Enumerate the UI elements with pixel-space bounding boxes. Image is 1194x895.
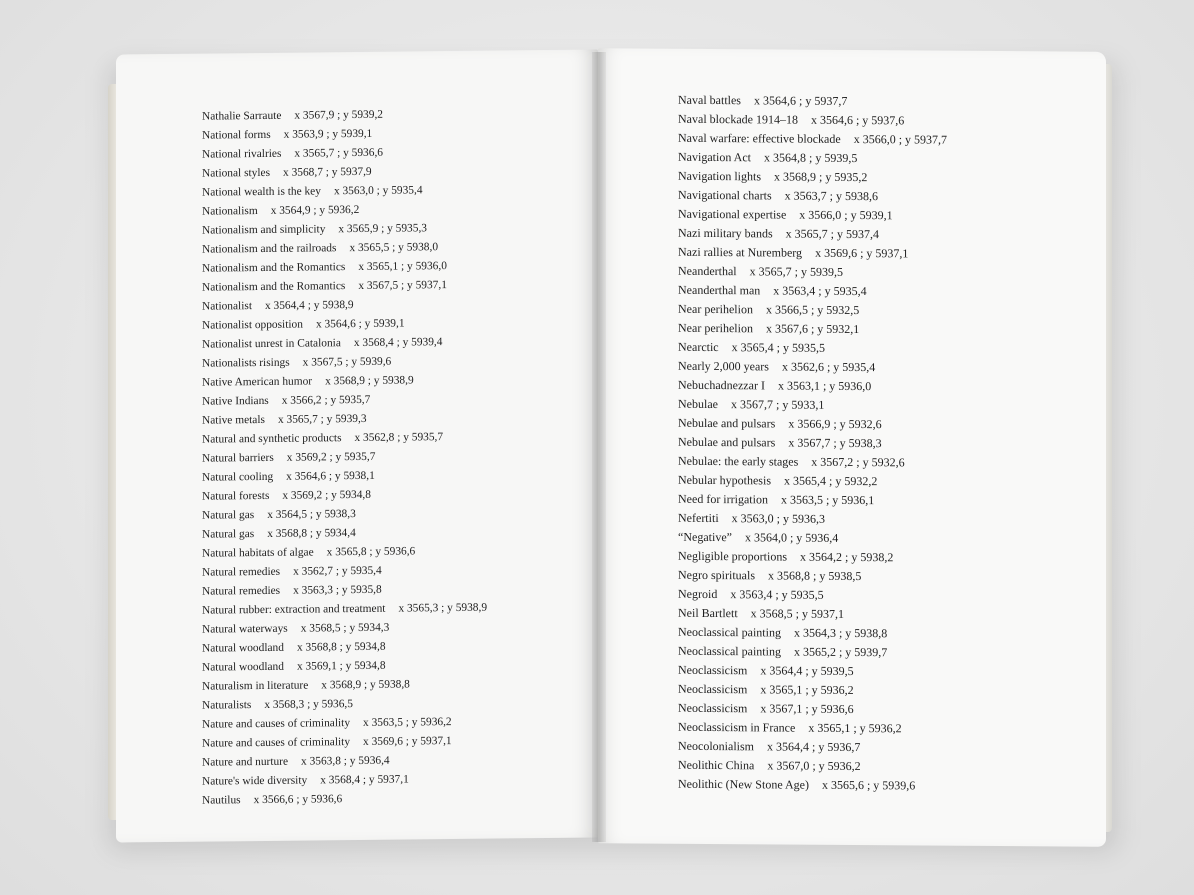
- entry-term: Naval blockade 1914–18: [678, 111, 798, 127]
- entry-term: National rivalries: [202, 147, 282, 161]
- entry-term: Natural remedies: [202, 565, 281, 579]
- index-entry: [678, 433, 947, 454]
- entry-term: Natural cooling: [202, 470, 274, 484]
- entry-term: Nature's wide diversity: [202, 774, 308, 788]
- entry-coordinates: x 3567,7 ; y 5938,3: [788, 435, 882, 451]
- entry-term: Naval warfare: effective blockade: [678, 130, 841, 146]
- index-entry: [678, 205, 947, 226]
- entry-coordinates: x 3563,9 ; y 5939,1: [283, 127, 373, 141]
- index-entry: [678, 547, 947, 568]
- entry-coordinates: x 3565,2 ; y 5939,7: [793, 644, 888, 660]
- entry-term: Neanderthal: [678, 263, 737, 279]
- show-through-text: [514, 102, 594, 103]
- entry-term: Neoclassical painting: [678, 643, 781, 659]
- right-index-list: [678, 91, 947, 796]
- index-entry: [678, 319, 947, 340]
- entry-coordinates: x 3563,4 ; y 5935,4: [773, 283, 867, 299]
- entry-coordinates: x 3568,8 ; y 5938,5: [768, 568, 862, 584]
- entry-coordinates: x 3564,2 ; y 5938,2: [799, 549, 894, 565]
- index-entry: [678, 566, 947, 587]
- entry-coordinates: x 3569,2 ; y 5934,8: [282, 488, 371, 502]
- entry-coordinates: x 3569,6 ; y 5937,1: [815, 245, 909, 261]
- entry-coordinates: x 3565,1 ; y 5936,2: [808, 720, 902, 736]
- entry-coordinates: x 3564,6 ; y 5939,1: [315, 317, 405, 331]
- index-entry: [678, 490, 947, 511]
- index-entry: [678, 262, 947, 283]
- entry-term: National styles: [202, 166, 271, 180]
- entry-term: Neoclassicism: [678, 662, 748, 678]
- index-entry: [678, 224, 947, 245]
- entry-term: Nazi rallies at Nuremberg: [678, 244, 803, 260]
- entry-coordinates: x 3564,6 ; y 5937,6: [810, 112, 905, 128]
- index-entry: [678, 471, 947, 492]
- index-entry: [678, 509, 947, 530]
- entry-coordinates: x 3564,6 ; y 5938,1: [286, 469, 375, 483]
- entry-term: Near perihelion: [678, 320, 753, 336]
- entry-coordinates: x 3568,4 ; y 5937,1: [320, 773, 409, 787]
- entry-coordinates: x 3563,5 ; y 5936,2: [363, 716, 452, 729]
- entry-term: Nationalism and the Romantics: [202, 280, 346, 294]
- entry-term: Need for irrigation: [678, 491, 768, 507]
- entry-term: Neolithic (New Stone Age): [678, 776, 809, 792]
- index-entry: [678, 148, 947, 169]
- entry-term: Naturalism in literature: [202, 679, 309, 693]
- entry-coordinates: x 3564,9 ; y 5936,2: [270, 203, 360, 217]
- index-entry: [678, 699, 947, 720]
- entry-coordinates: x 3567,9 ; y 5939,2: [294, 108, 383, 122]
- index-entry: [202, 276, 487, 298]
- entry-coordinates: x 3563,0 ; y 5936,3: [731, 511, 825, 526]
- entry-term: Nautilus: [202, 794, 241, 807]
- index-entry: [202, 599, 487, 621]
- entry-term: Nebular hypothesis: [678, 472, 771, 488]
- entry-coordinates: x 3565,4 ; y 5932,2: [783, 473, 878, 489]
- entry-term: Nebulae and pulsars: [678, 415, 776, 431]
- entry-term: Neil Bartlett: [678, 605, 738, 621]
- index-entry: [678, 642, 947, 663]
- entry-coordinates: x 3563,7 ; y 5938,6: [784, 188, 878, 204]
- entry-term: Navigational charts: [678, 187, 772, 203]
- index-entry: [678, 110, 947, 131]
- entry-coordinates: x 3565,1 ; y 5936,2: [760, 682, 854, 698]
- entry-term: Nationalist unrest in Catalonia: [202, 337, 341, 351]
- entry-term: Natural woodland: [202, 660, 284, 674]
- index-entry: [678, 300, 947, 321]
- entry-term: Nature and nurture: [202, 755, 289, 769]
- entry-term: Neocolonialism: [678, 738, 754, 754]
- show-through-text: [978, 89, 1098, 90]
- entry-term: Neoclassicism: [678, 681, 748, 697]
- entry-term: Nationalism and simplicity: [202, 223, 326, 237]
- entry-term: Negligible proportions: [678, 548, 787, 564]
- entry-coordinates: x 3564,0 ; y 5936,4: [744, 530, 839, 545]
- entry-coordinates: x 3567,6 ; y 5932,1: [765, 321, 860, 337]
- entry-term: Natural gas: [202, 509, 255, 522]
- entry-term: Neolithic China: [678, 757, 755, 773]
- entry-coordinates: x 3566,5 ; y 5932,5: [765, 302, 860, 318]
- left-index-list: [202, 105, 487, 811]
- entry-term: National wealth is the key: [202, 185, 321, 199]
- entry-term: Nebulae and pulsars: [678, 434, 776, 450]
- entry-term: Native Indians: [202, 394, 269, 408]
- entry-coordinates: x 3563,1 ; y 5936,0: [777, 378, 872, 394]
- entry-coordinates: x 3567,0 ; y 5936,2: [767, 758, 861, 774]
- entry-term: Near perihelion: [678, 301, 753, 317]
- entry-term: Naval battles: [678, 92, 741, 108]
- entry-coordinates: x 3566,2 ; y 5935,7: [281, 393, 371, 407]
- entry-term: “Negative”: [678, 529, 732, 545]
- entry-coordinates: x 3563,5 ; y 5936,1: [780, 492, 875, 508]
- index-entry: [678, 186, 947, 207]
- entry-term: Naturalists: [202, 699, 252, 712]
- entry-coordinates: x 3565,4 ; y 5935,5: [731, 340, 825, 355]
- entry-term: Nationalism and the railroads: [202, 242, 337, 256]
- entry-term: Nature and causes of criminality: [202, 717, 351, 731]
- entry-coordinates: x 3566,0 ; y 5937,7: [853, 132, 948, 147]
- right-page: [598, 48, 1106, 847]
- entry-term: Nature and causes of criminality: [202, 736, 351, 750]
- entry-term: Nazi military bands: [678, 225, 773, 241]
- entry-term: Nationalism: [202, 205, 258, 218]
- entry-term: Neoclassical painting: [678, 624, 781, 640]
- index-entry: [678, 357, 947, 378]
- entry-coordinates: x 3563,8 ; y 5936,4: [301, 754, 390, 768]
- entry-term: National forms: [202, 128, 271, 142]
- entry-coordinates: x 3564,4 ; y 5936,7: [766, 739, 861, 755]
- entry-term: Natural barriers: [202, 451, 274, 465]
- entry-coordinates: x 3564,5 ; y 5938,3: [267, 508, 356, 521]
- entry-term: Negro spirituals: [678, 567, 755, 583]
- entry-coordinates: x 3564,8 ; y 5939,5: [763, 150, 858, 166]
- entry-coordinates: x 3563,0 ; y 5935,4: [333, 184, 423, 198]
- entry-coordinates: x 3567,7 ; y 5933,1: [730, 397, 825, 412]
- entry-term: Nearctic: [678, 339, 719, 355]
- index-entry: [202, 789, 487, 811]
- entry-term: Navigation Act: [678, 149, 751, 165]
- entry-coordinates: x 3569,6 ; y 5937,1: [363, 735, 452, 748]
- entry-coordinates: x 3565,3 ; y 5938,9: [398, 601, 488, 615]
- entry-coordinates: x 3563,4 ; y 5935,5: [730, 587, 824, 602]
- entry-coordinates: x 3564,4 ; y 5939,5: [760, 663, 854, 679]
- entry-coordinates: x 3568,9 ; y 5935,2: [774, 169, 868, 185]
- entry-term: Native American humor: [202, 375, 313, 389]
- entry-coordinates: x 3565,7 ; y 5936,6: [294, 146, 383, 160]
- index-entry: [202, 732, 487, 754]
- entry-coordinates: x 3565,1 ; y 5936,0: [358, 260, 447, 273]
- entry-term: Natural woodland: [202, 641, 284, 655]
- index-entry: [678, 737, 947, 758]
- entry-coordinates: x 3562,6 ; y 5935,4: [781, 359, 876, 375]
- entry-coordinates: x 3565,5 ; y 5938,0: [349, 241, 439, 255]
- entry-coordinates: x 3566,0 ; y 5939,1: [799, 207, 893, 223]
- entry-coordinates: x 3565,6 ; y 5939,6: [821, 777, 916, 793]
- book-gutter: [592, 52, 606, 842]
- entry-term: Neoclassicism in France: [678, 719, 796, 735]
- entry-coordinates: x 3564,6 ; y 5937,7: [753, 93, 848, 108]
- index-entry: [678, 243, 947, 264]
- index-entry: [678, 338, 947, 359]
- entry-term: Natural and synthetic products: [202, 432, 342, 446]
- index-entry: [678, 91, 947, 112]
- entry-term: Nebulae: [678, 396, 718, 412]
- entry-term: Navigation lights: [678, 168, 761, 184]
- entry-coordinates: x 3569,1 ; y 5934,8: [296, 659, 386, 673]
- entry-coordinates: x 3567,2 ; y 5932,6: [811, 454, 905, 470]
- entry-term: Nathalie Sarraute: [202, 109, 282, 123]
- index-entry: [678, 414, 947, 435]
- entry-term: Nebuchadnezzar I: [678, 377, 765, 393]
- entry-term: Negroid: [678, 586, 718, 602]
- index-entry: [678, 585, 947, 606]
- index-entry: [678, 718, 947, 739]
- entry-coordinates: x 3568,3 ; y 5936,5: [264, 698, 353, 711]
- index-entry: [678, 129, 947, 150]
- index-entry: [678, 756, 947, 777]
- entry-term: Nearly 2,000 years: [678, 358, 769, 374]
- entry-coordinates: x 3568,5 ; y 5934,3: [300, 621, 390, 635]
- entry-coordinates: x 3565,7 ; y 5937,4: [785, 226, 879, 242]
- index-entry: [678, 376, 947, 397]
- entry-term: Natural waterways: [202, 622, 288, 636]
- entry-coordinates: x 3567,5 ; y 5939,6: [302, 355, 392, 369]
- entry-coordinates: x 3566,9 ; y 5932,6: [788, 416, 882, 432]
- index-entry: [678, 604, 947, 625]
- index-entry: [678, 528, 947, 549]
- entry-term: Natural remedies: [202, 584, 281, 598]
- entry-coordinates: x 3566,6 ; y 5936,6: [253, 793, 343, 807]
- entry-term: Nefertiti: [678, 510, 719, 526]
- entry-coordinates: x 3568,8 ; y 5934,4: [267, 527, 356, 540]
- entry-coordinates: x 3567,5 ; y 5937,1: [358, 279, 447, 292]
- entry-coordinates: x 3562,8 ; y 5935,7: [354, 431, 444, 445]
- entry-term: Native metals: [202, 413, 265, 427]
- entry-term: Natural rubber: extraction and treatment: [202, 602, 386, 617]
- entry-coordinates: x 3567,1 ; y 5936,6: [760, 701, 854, 717]
- entry-term: Navigational expertise: [678, 206, 787, 222]
- index-entry: [678, 661, 947, 682]
- entry-coordinates: x 3568,5 ; y 5937,1: [750, 606, 844, 621]
- index-entry: [678, 452, 947, 473]
- entry-term: Natural forests: [202, 489, 270, 503]
- entry-coordinates: x 3565,8 ; y 5936,6: [326, 545, 416, 559]
- entry-coordinates: x 3565,7 ; y 5939,3: [277, 412, 367, 426]
- entry-coordinates: x 3568,8 ; y 5934,8: [296, 640, 386, 654]
- index-entry: [678, 623, 947, 644]
- entry-coordinates: x 3568,9 ; y 5938,9: [325, 374, 414, 388]
- index-entry: [678, 395, 947, 416]
- entry-term: Neoclassicism: [678, 700, 748, 716]
- entry-term: Nationalist opposition: [202, 318, 303, 332]
- entry-term: Nationalists risings: [202, 356, 290, 370]
- index-entry: [678, 775, 947, 796]
- index-entry: [678, 680, 947, 701]
- entry-term: Nebulae: the early stages: [678, 453, 799, 469]
- entry-term: Natural habitats of algae: [202, 546, 314, 560]
- entry-coordinates: x 3564,4 ; y 5938,9: [264, 299, 354, 312]
- entry-coordinates: x 3565,7 ; y 5939,5: [749, 264, 843, 279]
- entry-coordinates: x 3565,9 ; y 5935,3: [338, 222, 427, 236]
- entry-coordinates: x 3568,9 ; y 5938,8: [321, 678, 410, 692]
- index-entry: [678, 167, 947, 188]
- entry-coordinates: x 3568,7 ; y 5937,9: [283, 165, 372, 179]
- entry-coordinates: x 3562,7 ; y 5935,4: [293, 564, 382, 578]
- entry-term: Nationalism and the Romantics: [202, 261, 346, 275]
- entry-term: Natural gas: [202, 528, 255, 541]
- entry-term: Neanderthal man: [678, 282, 761, 298]
- entry-coordinates: x 3563,3 ; y 5935,8: [293, 583, 382, 597]
- entry-coordinates: x 3569,2 ; y 5935,7: [286, 450, 376, 464]
- entry-coordinates: x 3564,3 ; y 5938,8: [793, 625, 888, 641]
- entry-coordinates: x 3568,4 ; y 5939,4: [353, 336, 443, 350]
- entry-term: Nationalist: [202, 300, 252, 313]
- index-entry: [678, 281, 947, 302]
- left-page: [116, 49, 598, 842]
